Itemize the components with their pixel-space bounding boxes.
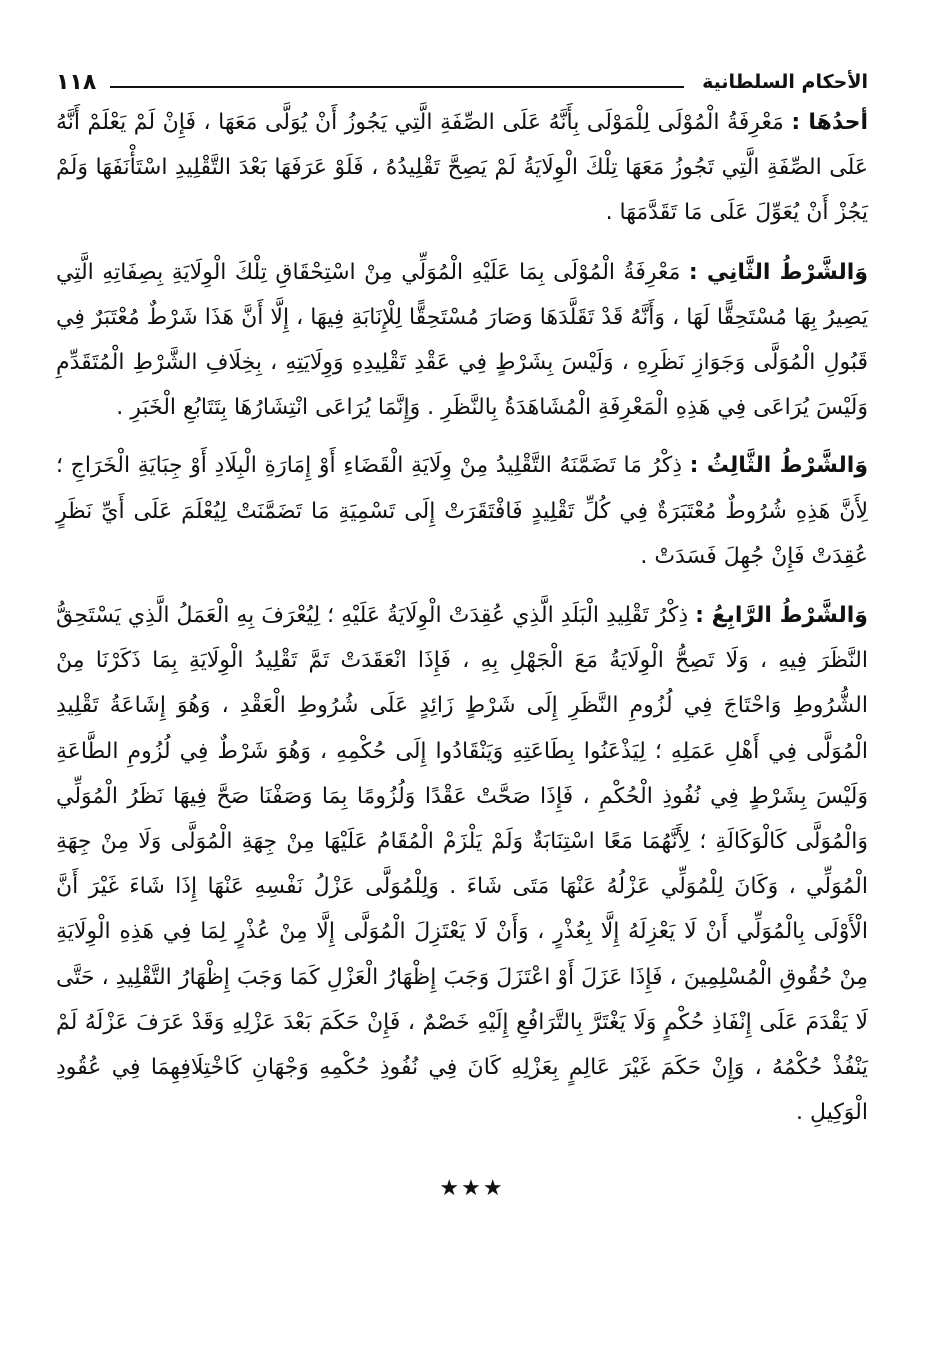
paragraph-first-condition: [56, 100, 868, 236]
header-rule: [110, 86, 684, 88]
paragraph-lead: أحدُهَا :: [791, 110, 868, 135]
paragraph-fourth-condition: [56, 593, 868, 1135]
paragraph-text: ذِكْرُ تَقْلِيدِ الْبَلَدِ الَّذِي عُقِدَتْ الْوِلَايَةُ عَلَيْهِ ؛ لِيُعْرَفَ بِهِ الْعَمَلُ الَّذِي يَسْتَحِقُّ النَّظَرَ فِيهِ ، وَلَا تَصِحُّ الْوِلَايَةُ مَعَ الْجَهْلِ بِهِ ، فَإِذَا انْعَقَدَتْ تَمَّ تَقْلِيدُ الْوِلَايَةِ بِمَا ذَكَرْنَا مِنْ الشُّرُوطِ وَاحْتَاجَ فِي لُزُومِ النَّظَرِ إِلَى شَرْطٍ زَائِدٍ عَلَى شُرُوطِ الْعَقْدِ ، وَهُوَ إِشَاعَةُ تَقْلِيدِ الْمُوَلَّى فِي أَهْلِ عَمَلِهِ ؛ لِيَذْعَنُوا بِطَاعَتِهِ وَيَنْقَادُوا إِلَى حُكْمِهِ ، وَهُوَ شَرْطٌ فِي لُزُومِ الطَّاعَةِ وَلَيْسَ بِشَرْطٍ فِي نُفُوذِ الْحُكْمِ ، فَإِذَا صَحَّتْ عَقْدًا وَلُزُومًا بِمَا وَصَفْنَا صَحَّ فِيهَا نَظَرُ الْمُوَلِّي وَالْمُوَلَّى كَالْوَكَالَةِ ؛ لِأَنَّهُمَا مَعًا اسْتِنَابَةٌ وَلَمْ يَلْزَمْ الْمُقَامُ عَلَيْهَا مِنْ جِهَةِ الْمُوَلَّى وَلَا مِنْ جِهَةِ الْمُوَلِّي ، وَكَانَ لِلْمُوَلِّي عَزْلُهُ عَنْهَا مَتَى شَاءَ . وَلِلْمُوَلَّى عَزْلُ نَفْسِهِ عَنْهَا إِذَا شَاءَ غَيْرَ أَنَّ الْأَوْلَى بِالْمُوَلِّي أَنْ لَا يَعْزِلَهُ إِلَّا بِعُذْرٍ ، وَأَنْ لَا يَعْتَزِلَ الْمُوَلَّى إِلَّا مِنْ عُذْرٍ لِمَا فِي هَذِهِ الْوِلَايَةِ مِنْ حُقُوقِ الْمُسْلِمِينَ ، فَإِذَا عَزَلَ أَوْ اعْتَزَلَ وَجَبَ إِظْهَارُ الْعَزْلِ كَمَا وَجَبَ إِظْهَارُ التَّقْلِيدِ ، حَتَّى لَا يَقْدَمَ عَلَى إِنْفَاذِ حُكْمٍ وَلَا يَغْتَرَّ بِالتَّرَافُعِ إِلَيْهِ خَصْمٌ ، فَإِنْ حَكَمَ بَعْدَ عَزْلِهِ وَقَدْ عَرَفَ عَزْلَهُ لَمْ يَنْفُذْ حُكْمُهُ ، وَإِنْ حَكَمَ غَيْرَ عَالِمٍ بِعَزْلِهِ كَانَ فِي نُفُوذِ حُكْمِهِ وَجْهَانِ كَاخْتِلَافِهِمَا فِي عُقُودِ الْوَكِيلِ .: [56, 603, 868, 1126]
paragraph-third-condition: [56, 443, 868, 579]
paragraph-text: مَعْرِفَةُ الْمُوْلَى بِمَا عَلَيْهِ الْمُوَلِّي مِنْ اسْتِحْقَاقِ تِلْكَ الْوِلَايَةِ بِصِفَاتِهِ الَّتِي يَصِيرُ بِهَا مُسْتَحِقًّا لَهَا ، وَأَنَّهُ قَدْ تَقَلَّدَهَا وَصَارَ مُسْتَحِقًّا لِلْإِنَابَةِ فِيهَا ، إِلَّا أَنَّ هَذَا شَرْطٌ مُعْتَبَرٌ فِي قَبُولِ الْمُوَلَّى وَجَوَازِ نَظَرِهِ ، وَلَيْسَ بِشَرْطٍ فِي عَقْدِ تَقْلِيدِهِ وَوِلَايَتِهِ ، بِخِلَافِ الشَّرْطِ الْمُتَقَدِّمِ وَلَيْسَ يُرَاعَى فِي هَذِهِ الْمَعْرِفَةِ الْمُشَاهَدَةُ بِالنَّظَرِ . وَإِنَّمَا يُرَاعَى انْتِشَارُهَا بِتَتَابُعِ الْخَبَرِ .: [56, 259, 868, 421]
paragraph-lead: وَالشَّرْطُ الثَّانِي :: [688, 259, 868, 285]
running-title: الأحكام السلطانية: [702, 71, 868, 93]
page-header: [56, 62, 868, 102]
paragraph-second-condition: [56, 250, 868, 431]
body-text: [56, 100, 868, 1148]
page-number: ١١٨: [56, 69, 97, 95]
paragraph-lead: وَالشَّرْطُ الرَّابِعُ :: [695, 603, 868, 629]
section-end-ornament: ★★★: [439, 1176, 505, 1201]
paragraph-lead: وَالشَّرْطُ الثَّالِثُ :: [689, 453, 868, 479]
paragraph-text: مَعْرِفَةُ الْمُوْلَى لِلْمَوْلَى بِأَنَّهُ عَلَى الصِّفَةِ الَّتِي يَجُوزُ أَنْ يُوَلَّى مَعَهَا ، فَإِنْ لَمْ يَعْلَمْ أَنَّهُ عَلَى الصِّفَةِ الَّتِي تَجُوزُ مَعَهَا تِلْكَ الْوِلَايَةُ لَمْ يَصِحَّ تَقْلِيدُهُ ، فَلَوْ عَرَفَهَا بَعْدَ التَّقْلِيدِ اسْتَأْنَفَهَا وَلَمْ يَجُزْ أَنْ يُعَوِّلَ عَلَى مَا تَقَدَّمَهَا .: [56, 110, 868, 226]
paragraph-text: ذِكْرُ مَا تَضَمَّنَهُ التَّقْلِيدُ مِنْ وِلَايَةِ الْقَضَاءِ أَوْ إِمَارَةِ الْبِلَادِ أَوْ جِبَايَةِ الْخَرَاجِ ؛ لِأَنَّ هَذِهِ شُرُوطٌ مُعْتَبَرَةٌ فِي كُلِّ تَقْلِيدٍ فَافْتَقَرَتْ إِلَى تَسْمِيَةِ مَا تَضَمَّنَتْ لِيُعْلَمَ عَلَى أَيِّ نَظَرٍ عُقِدَتْ فَإِنْ جُهِلَ فَسَدَتْ .: [56, 453, 868, 569]
